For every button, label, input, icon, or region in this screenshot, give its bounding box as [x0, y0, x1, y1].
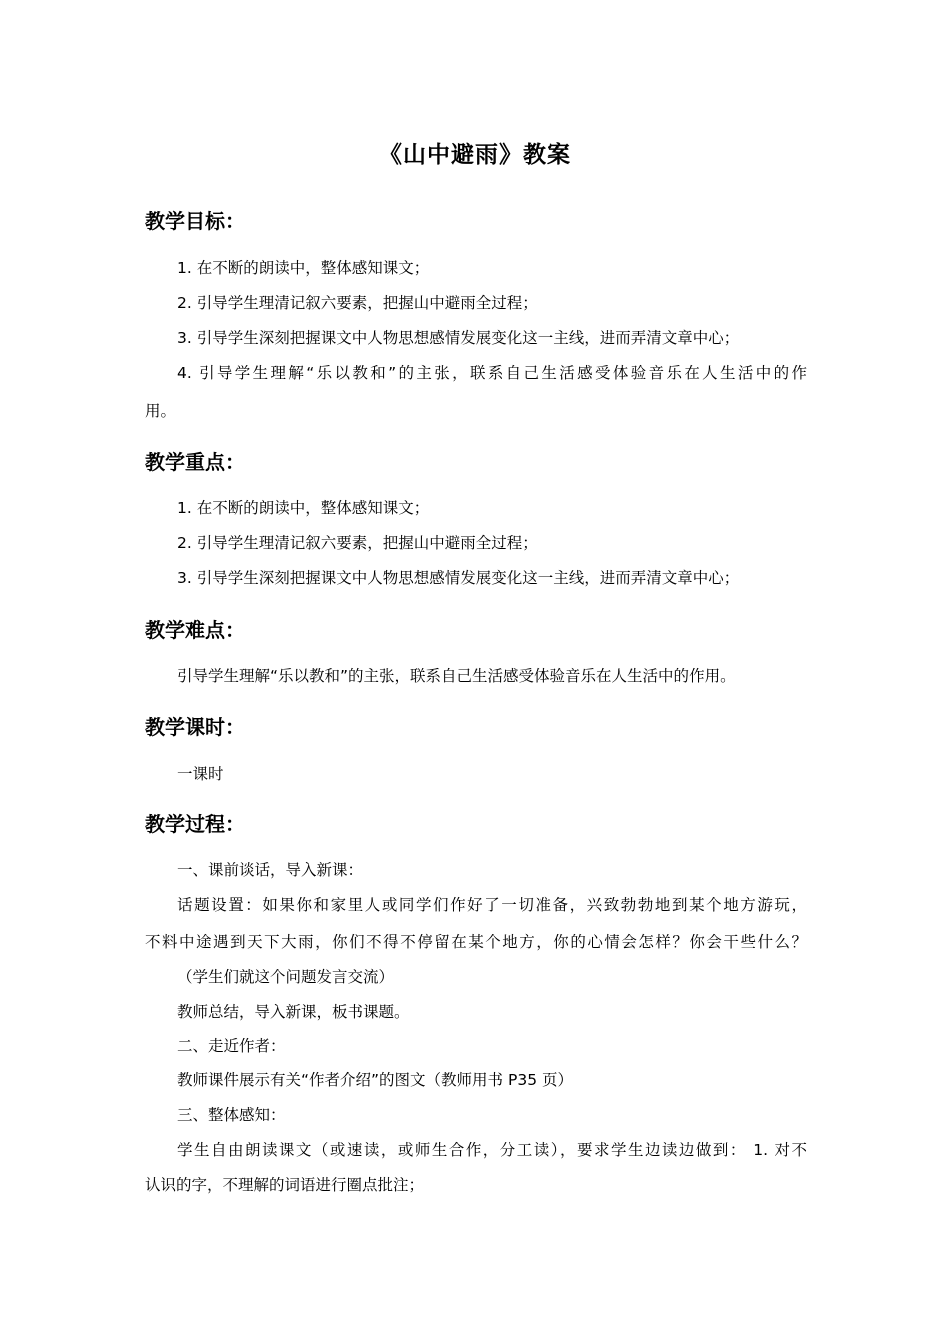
objective-item-continuation: 用。 — [145, 402, 177, 420]
process-line: 不料中途遇到天下大雨，你们不得不停留在某个地方，你的心情会怎样？你会干些什么？ — [145, 933, 807, 951]
duration-text: 一课时 — [177, 765, 224, 783]
objective-item: 1. 在不断的朗读中，整体感知课文； — [177, 259, 430, 277]
key-point-item: 1. 在不断的朗读中，整体感知课文； — [177, 499, 430, 517]
process-line: 三、整体感知： — [177, 1106, 286, 1124]
process-line: （学生们就这个问题发言交流） — [177, 968, 395, 986]
objective-item: 2. 引导学生理清记叙六要素，把握山中避雨全过程； — [177, 294, 538, 312]
document-title: 《山中避雨》教案 — [379, 142, 571, 168]
process-line: 一、课前谈话，导入新课： — [177, 861, 364, 879]
duration-heading: 教学课时： — [145, 715, 245, 739]
key-point-item: 3. 引导学生深刻把握课文中人物思想感情发展变化这一主线，进而弄清文章中心； — [177, 569, 740, 587]
objective-item: 4. 引导学生理解“乐以教和”的主张，联系自己生活感受体验音乐在人生活中的作 — [177, 364, 807, 382]
difficulties-text: 引导学生理解“乐以教和”的主张，联系自己生活感受体验音乐在人生活中的作用。 — [177, 667, 736, 685]
key-point-item: 2. 引导学生理清记叙六要素，把握山中避雨全过程； — [177, 534, 538, 552]
process-line: 教师课件展示有关“作者介绍”的图文（教师用书 P35 页） — [177, 1071, 573, 1089]
process-heading: 教学过程： — [145, 812, 245, 836]
process-line: 认识的字，不理解的词语进行圈点批注； — [145, 1176, 425, 1194]
difficulties-heading: 教学难点： — [145, 618, 245, 642]
key-points-heading: 教学重点： — [145, 450, 245, 474]
process-line: 话题设置：如果你和家里人或同学们作好了一切准备，兴致勃勃地到某个地方游玩， — [177, 896, 807, 914]
process-line: 学生自由朗读课文（或速读，或师生合作，分工读），要求学生边读边做到： 1. 对不 — [177, 1141, 807, 1159]
objective-item: 3. 引导学生深刻把握课文中人物思想感情发展变化这一主线，进而弄清文章中心； — [177, 329, 740, 347]
objectives-heading: 教学目标： — [145, 209, 245, 233]
process-line: 教师总结，导入新课，板书课题。 — [177, 1003, 410, 1021]
process-line: 二、走近作者： — [177, 1037, 286, 1055]
